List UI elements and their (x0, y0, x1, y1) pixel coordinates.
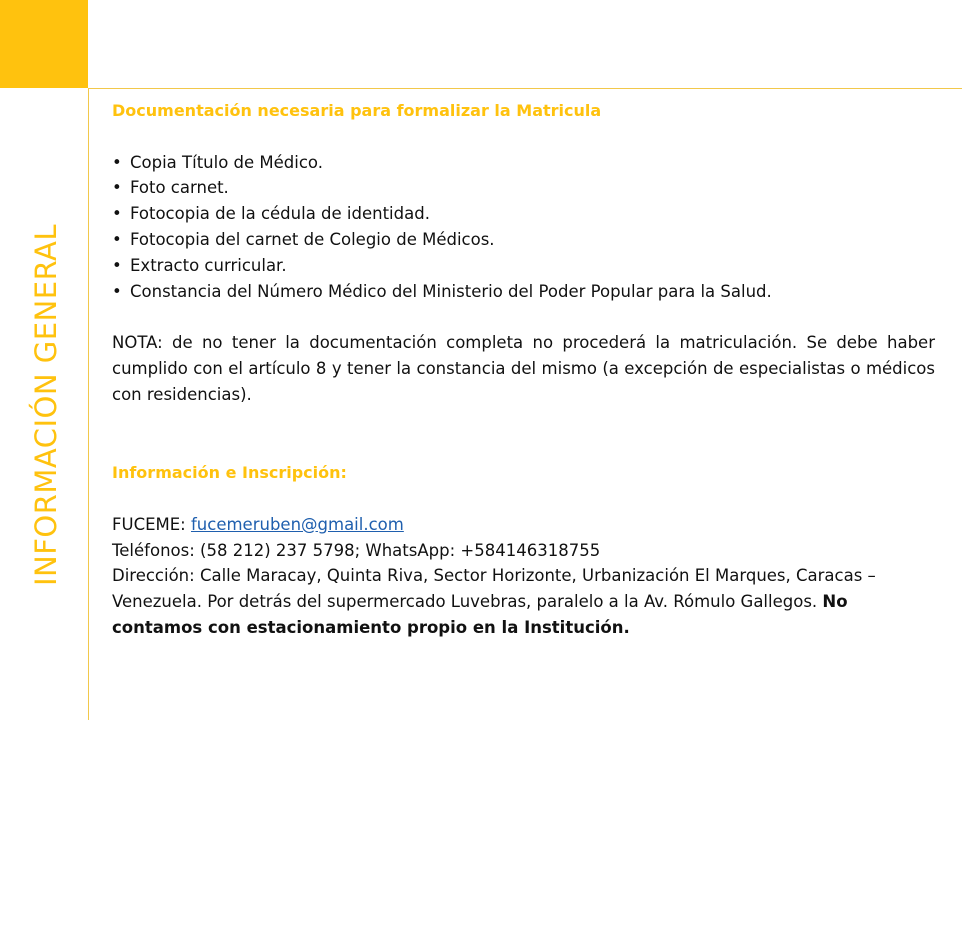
address-paragraph (112, 563, 935, 640)
spacer (112, 124, 935, 150)
list-item (112, 201, 935, 227)
spacer (112, 486, 935, 512)
top-divider (88, 88, 962, 89)
bullet-icon: • (112, 152, 122, 172)
list-item (112, 279, 935, 305)
list-item-text: Extracto curricular. (130, 255, 287, 275)
contact-heading: Información e Inscripción: (112, 463, 347, 483)
documents-list (112, 150, 935, 305)
list-item-text: Copia Título de Médico. (130, 152, 323, 172)
parking-note: No contamos con estacionamiento propio en la Institución. (112, 592, 848, 637)
email-link[interactable]: fucemeruben@gmail.com (190, 514, 404, 534)
phones-line: Teléfonos: (58 212) 237 5798; WhatsApp: +584146318755 (112, 540, 601, 560)
address-text: Dirección: Calle Maracay, Quinta Riva, Sector Horizonte, Urbanización El Marques, Caracas – Venezuela. Por detrás del supermercado Luvebras, paralelo a la Av. Rómulo Gallegos. (112, 566, 876, 612)
spacer (112, 304, 935, 330)
side-divider (88, 88, 89, 720)
spacer (112, 408, 935, 434)
bullet-icon: • (112, 229, 122, 249)
content-area (112, 97, 935, 641)
list-item-text: Fotocopia del carnet de Colegio de Médicos. (130, 229, 495, 249)
section-title-vertical: INFORMACIÓN GENERAL (29, 223, 63, 587)
list-item-text: Constancia del Número Médico del Ministerio del Poder Popular para la Salud. (130, 281, 772, 301)
bullet-icon: • (112, 204, 122, 224)
list-item (112, 150, 935, 176)
list-item (112, 227, 935, 253)
note-paragraph: NOTA: de no tener la documentación completa no procederá la matriculación. Se debe haber cumplido con el artículo 8 y tener la constancia del mismo (a excepción de especialistas o médicos con residencias). (112, 333, 935, 404)
list-item-text: Fotocopia de la cédula de identidad. (130, 204, 430, 224)
list-item (112, 175, 935, 201)
bullet-icon: • (112, 178, 122, 198)
list-item-text: Foto carnet. (130, 178, 229, 198)
documentation-heading: Documentación necesaria para formalizar la Matricula (112, 101, 602, 120)
email-line (112, 512, 935, 538)
list-item (112, 253, 935, 279)
bullet-icon: • (112, 255, 122, 275)
spacer (112, 433, 935, 459)
email-label: FUCEME: (112, 514, 191, 534)
accent-block (0, 0, 88, 88)
bullet-icon: • (112, 281, 122, 301)
